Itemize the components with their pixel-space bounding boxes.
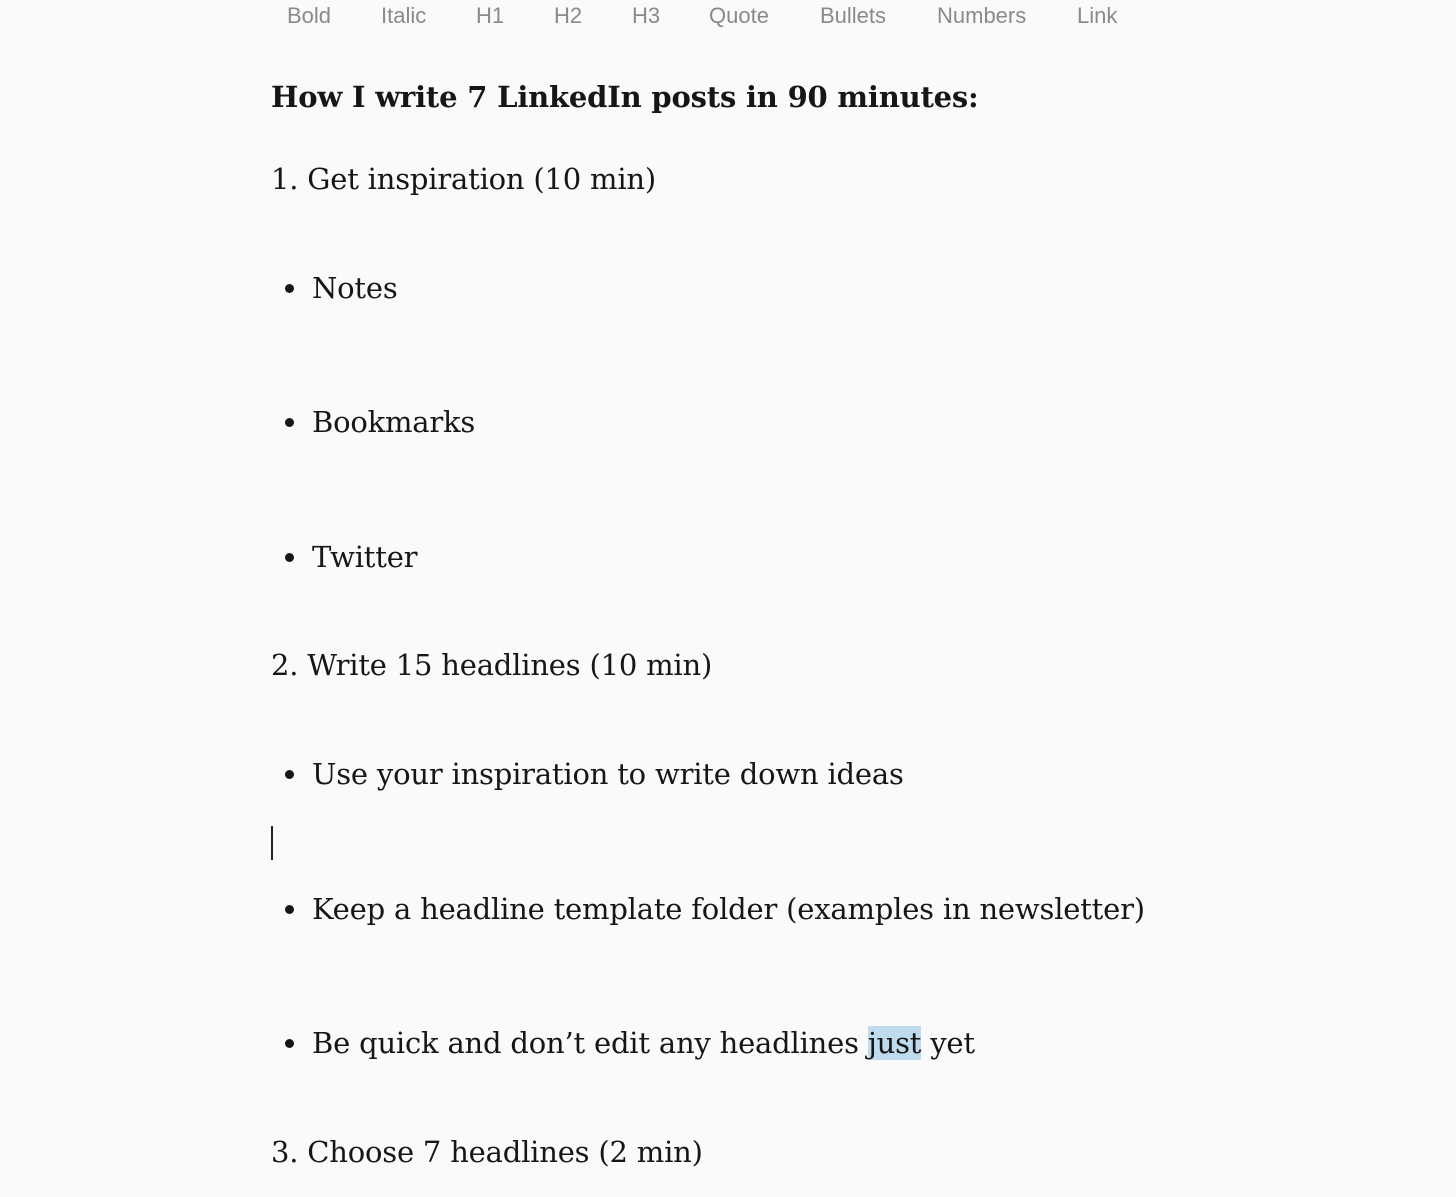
list-item xyxy=(285,1026,975,1060)
step-1-line: 1. Get inspiration (10 min) xyxy=(271,162,656,196)
bullet-dot-icon xyxy=(285,553,294,562)
text-cursor xyxy=(271,826,273,860)
bullet-dot-icon xyxy=(285,418,294,427)
list-item xyxy=(285,271,398,305)
list-item xyxy=(285,540,417,574)
bold-button[interactable]: Bold xyxy=(287,3,332,28)
list-item-text: Keep a headline template folder (examples in newsletter) xyxy=(312,892,1145,926)
post-title: How I write 7 LinkedIn posts in 90 minutes: xyxy=(271,80,979,114)
selected-text[interactable]: just xyxy=(867,1026,922,1060)
bullets-button[interactable]: Bullets xyxy=(820,3,887,28)
list-item-text: Twitter xyxy=(312,540,418,574)
step-2-line: 2. Write 15 headlines (10 min) xyxy=(271,648,713,682)
bullet-dot-icon xyxy=(285,284,294,293)
italic-button[interactable]: Italic xyxy=(381,3,427,28)
h3-button[interactable]: H3 xyxy=(632,3,661,28)
h2-button[interactable]: H2 xyxy=(554,3,583,28)
bullet-dot-icon xyxy=(285,770,294,779)
quote-button[interactable]: Quote xyxy=(709,3,769,28)
list-item-text-after: yet xyxy=(921,1026,975,1060)
list-item xyxy=(285,892,1145,926)
step-3-line: 3. Choose 7 headlines (2 min) xyxy=(271,1135,703,1169)
list-item-text: Notes xyxy=(312,271,398,305)
list-item-text-before: Be quick and don’t edit any headlines xyxy=(312,1026,868,1060)
list-item xyxy=(285,405,475,439)
h1-button[interactable]: H1 xyxy=(476,3,505,28)
list-item xyxy=(285,757,904,791)
list-item-text: Bookmarks xyxy=(312,405,476,439)
bullet-dot-icon xyxy=(285,1039,294,1048)
numbers-button[interactable]: Numbers xyxy=(937,3,1027,28)
list-item-text: Use your inspiration to write down ideas xyxy=(312,757,904,791)
bullet-dot-icon xyxy=(285,905,294,914)
link-button[interactable]: Link xyxy=(1077,3,1118,28)
